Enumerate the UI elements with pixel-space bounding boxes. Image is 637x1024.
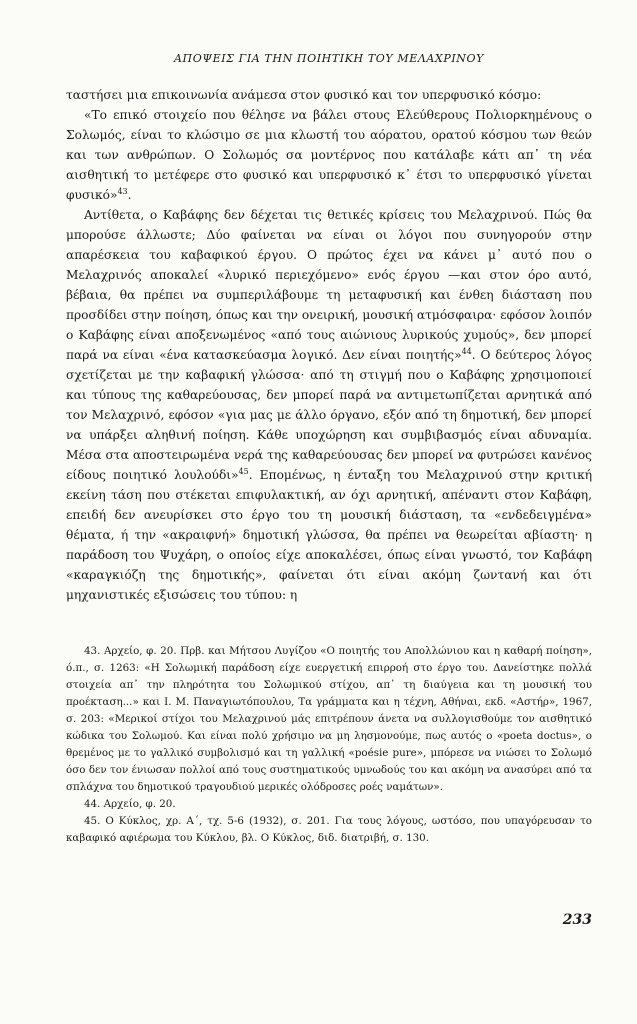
note-ref-43[interactable]: 43 bbox=[117, 186, 128, 196]
page-number: 233 bbox=[562, 912, 592, 928]
footnote-43: 43. Αρχείο, φ. 20. Πρβ. και Μήτσου Λυγίζου «Ο ποιητής του Απολλώνιου και η καθαρή ποίηση», ό.π., σ. 1263: «Η Σολωμική παράδοση είχε ευεργετική επιρροή στο έργο του. Δανείστηκε πολλά στοιχεία απ᾽ την πληρότητα του Σολωμικού στίχου, απ᾽ τη διαύγεια και τη μουσική του προέκταση...» και Ι. Μ. Παναγιωτόπουλου, Τα γράμματα και η τέχνη, Αθήναι, εκδ. «Αστήρ», 1967, σ. 203: «Μερικοί στίχοι του Μελαχρινού μάς επιτρέπουν άνετα να συλλογισθούμε τον αισθητικό κώδικα του Σολωμού. Και είναι πολύ χρήσιμο να μη λησμονούμε, πως αυτός ο «poeta doctus», ο θρεμένος με το γαλλικό συμβολισμό και τη γαλλική «poésie pure», μπόρεσε να νιώσει το Σολωμό όσο δεν τον ένιωσαν πολλοί από τους συστηματικούς υμνωδούς του και ακόμη να ανασύρει από τα σπλάχνα του δημοτικού τραγουδιού μερικές ολόδροσες ροές ναμάτων». bbox=[66, 645, 592, 793]
page bbox=[66, 52, 592, 847]
paragraph-text: «Το επικό στοιχείο που θέλησε να βάλει στους Ελεύθερους Πολιορκημένους ο Σολωμός, είναι το κλώσιμο σε μια κλωστή του αόρατου, ορατού κόσμου των θεών και των ανθρώπων. Ο Σολωμός σα μοντέρνος που κατάλαβε κάτι απ᾽ τη νέα αισθητική το μετέφερε στο φυσικό και υπερφυσικό κ᾽ έτσι το υπερφυσικό γίνεται φυσικό» bbox=[66, 108, 592, 202]
paragraph-continuation: ταστήσει μια επικοινωνία ανάμεσα στον φυσικό και τον υπερφυσικό κόσμο: bbox=[66, 88, 542, 102]
paragraph-text: Αντίθετα, ο Καβάφης δεν δέχεται τις θετικές κρίσεις του Μελαχρινού. Πώς θα μπορούσε άλλωστε; Δύο φαίνεται να είναι οι λόγοι που συνηγορούν στην απαρέσκεια του καβαφικού έργου. Ο πρώτος έχει να κάνει μ᾽ αυτό που ο Μελαχρινός αποκαλεί «λυρικό περιεχόμενο» ενός έργου —και στον όρο αυτό, βέβαια, θα πρέπει να συμπεριλάβουμε τη μεταφυσική και ένθεη διάσταση που προσδίδει στην ποίηση, όπως και την ονειρική, μουσική ατμόσφαιρα· εφόσον λοιπόν ο Καβάφης είναι αποξενωμένος «από τους αιώνιους λυρικούς χυμούς», δεν μπορεί παρά να είναι «ένα κατασκεύασμα λογικό. Δεν είναι ποιητής» bbox=[66, 208, 592, 362]
footnotes bbox=[66, 643, 592, 847]
paragraph-main: Αντίθετα, ο Καβάφης δεν δέχεται τις θετικές κρίσεις του Μελαχρινού. Πώς θα μπορούσε άλλωστε; Δύο φαίνεται να είναι οι λόγοι που συνηγορούν στην απαρέσκεια του καβαφικού έργου. Ο πρώτος έχει να κάνει μ᾽ αυτό που ο Μελαχρινός αποκαλεί «λυρικό περιεχόμενο» ενός έργου —και στον όρο αυτό, βέβαια, θα πρέπει να συμπεριλάβουμε τη μεταφυσική και ένθεη διάσταση που προσδίδει στην ποίηση, όπως και την ονειρική, μουσική ατμόσφαιρα· εφόσον λοιπόν ο Καβάφης είναι αποξενωμένος «από τους αιώνιους λυρικούς χυμούς», δεν μπορεί παρά να είναι «ένα κατασκεύασμα λογικό. Δεν είναι ποιητής»$^{44}$. Ο δεύτερος λόγος σχετίζεται με την καβαφική γλώσσα· από τη στιγμή που ο Καβάφης χρησιμοποιεί και τύπους της καθαρεύουσας, δεν μπορεί παρά να αντιμετωπίζεται αρνητικά από τον Μελαχρινό, εφόσον «για μας με άλλο όργανο, εξόν από τη δημοτική, δεν μπορεί να υπάρξει αληθινή ποίηση. Κάθε υποχώρηση και συμβιβασμός είναι αδυναμία. Μέσα στα αποστειρωμένα νερά της καθαρεύουσας δεν μπορεί να φυτρώσει κανένος είδους ποιητικό λουλούδι»$^{45}$. Επομένως, η ένταξη του Μελαχρινού στην κριτική εκείνη τάση που στέκεται επιφυλακτική, αν όχι αρνητική, απέναντι στον Καβάφη, επειδή δεν ανευρίσκει στο έργο του τη μουσική διάσταση, τα «ενδεδειγμένα» θέματα, ή την «ακραιφνή» δημοτική γλώσσα, θα πρέπει να θεωρείται αβίαστη· η παράδοση του Ψυχάρη, ο οποίος είχε αποκαλέσει, όπως είναι γνωστό, τον Καβάφη «καραγκιόζη της δημοτικής», φαίνεται ότι είναι ακόμη ζωντανή και ότι μηχανιστικές εξισώσεις του τύπου: η bbox=[66, 208, 593, 602]
body-text bbox=[66, 85, 592, 605]
paragraph-quote: «Το επικό στοιχείο που θέλησε να βάλει στους Ελεύθερους Πολιορκημένους ο Σολωμός, είναι το κλώσιμο σε μια κλωστή του αόρατου, ορατού κόσμου των θεών και των ανθρώπων. Ο Σολωμός σα μοντέρνος που κατάλαβε κάτι απ᾽ τη νέα αισθητική το μετέφερε στο φυσικό και υπερφυσικό κ᾽ έτσι το υπερφυσικό γίνεται φυσικό»$^{43}$. bbox=[66, 108, 592, 202]
note-ref-45[interactable]: 45 bbox=[238, 466, 249, 476]
paragraph-text: Επομένως, η ένταξη του Μελαχρινού στην κριτική εκείνη τάση που στέκεται επιφυλακτική, αν όχι αρνητική, απέναντι στον Καβάφη, επειδή δεν ανευρίσκει στο έργο του τη μουσική διάσταση, τα «ενδεδειγμένα» θέματα, ή την «ακραιφνή» δημοτική γλώσσα, θα πρέπει να θεωρείται αβίαστη· η παράδοση του Ψυχάρη, ο οποίος είχε αποκαλέσει, όπως είναι γνωστό, τον Καβάφη «καραγκιόζη της δημοτικής», φαίνεται ότι είναι ακόμη ζωντανή και ότι μηχανιστικές εξισώσεις του τύπου: η bbox=[66, 468, 593, 602]
paragraph-text: Ο δεύτερος λόγος σχετίζεται με την καβαφική γλώσσα· από τη στιγμή που ο Καβάφης χρησιμοποιεί και τύπους της καθαρεύουσας, δεν μπορεί παρά να αντιμετωπίζεται αρνητικά από τον Μελαχρινό, εφόσον «για μας με άλλο όργανο, εξόν από τη δημοτική, δεν μπορεί να υπάρξει αληθινή ποίηση. Κάθε υποχώρηση και συμβιβασμός είναι αδυναμία. Μέσα στα αποστειρωμένα νερά της καθαρεύουσας δεν μπορεί να φυτρώσει κανένος είδους ποιητικό λουλούδι» bbox=[66, 348, 592, 482]
footnote-44: 44. Αρχείο, φ. 20. bbox=[84, 798, 176, 810]
note-ref-44[interactable]: 44 bbox=[461, 346, 472, 356]
footnote-45: 45. Ο Κύκλος, χρ. Α΄, τχ. 5-6 (1932), σ. 201. Για τους λόγους, ωστόσο, που υπαγόρευσαν το καβαφικό αφιέρωμα του Κύκλου, βλ. Ο Κύκλος, διδ. διατριβή, σ. 130. bbox=[66, 815, 592, 844]
running-head: ΑΠΟΨΕΙΣ ΓΙΑ ΤΗΝ ΠΟΙΗΤΙΚΗ ΤΟΥ ΜΕΛΑΧΡΙΝΟΥ bbox=[173, 52, 485, 65]
